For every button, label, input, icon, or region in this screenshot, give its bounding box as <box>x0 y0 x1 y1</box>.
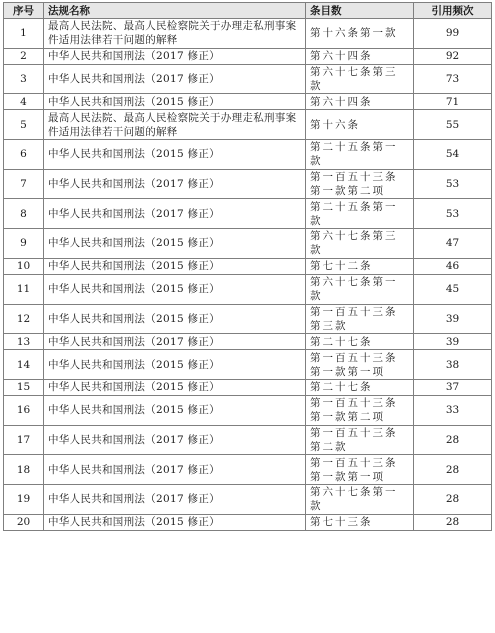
table-row <box>4 484 492 514</box>
law-name-cell: 中华人民共和国刑法（2017 修正） <box>44 334 306 350</box>
citation-count-cell: 47 <box>414 229 492 259</box>
table-row <box>4 229 492 259</box>
law-name-cell: 中华人民共和国刑法（2015 修正） <box>44 379 306 395</box>
law-name-cell: 中华人民共和国刑法（2017 修正） <box>44 199 306 229</box>
article-cell: 第二十五条第一款 <box>306 199 414 229</box>
row-index: 6 <box>4 140 44 170</box>
article-cell: 第二十五条第一款 <box>306 140 414 170</box>
row-index: 4 <box>4 94 44 110</box>
row-index: 10 <box>4 258 44 274</box>
article-cell: 第一百五十三条第一款第一项 <box>306 455 414 485</box>
table-row <box>4 169 492 199</box>
citation-count-cell: 39 <box>414 334 492 350</box>
table-row <box>4 350 492 380</box>
law-name-cell: 中华人民共和国刑法（2015 修正） <box>44 258 306 274</box>
table-row <box>4 514 492 530</box>
citation-count-cell: 38 <box>414 350 492 380</box>
citation-count-cell: 39 <box>414 304 492 334</box>
law-name-cell: 中华人民共和国刑法（2017 修正） <box>44 455 306 485</box>
table-row <box>4 19 492 49</box>
statute-citation-table <box>3 2 492 531</box>
law-name-cell: 中华人民共和国刑法（2015 修正） <box>44 514 306 530</box>
citation-count-cell: 45 <box>414 274 492 304</box>
row-index: 13 <box>4 334 44 350</box>
citation-count-cell: 28 <box>414 425 492 455</box>
citation-count-cell: 53 <box>414 199 492 229</box>
table-row <box>4 258 492 274</box>
citation-count-cell: 55 <box>414 110 492 140</box>
article-cell: 第一百五十三条第一款第二项 <box>306 169 414 199</box>
row-index: 1 <box>4 19 44 49</box>
article-cell: 第一百五十三条第一款第一项 <box>306 350 414 380</box>
law-name-cell: 中华人民共和国刑法（2015 修正） <box>44 304 306 334</box>
law-name-column-header: 法规名称 <box>44 3 306 19</box>
citation-count-cell: 99 <box>414 19 492 49</box>
citation-count-column-header: 引用频次 <box>414 3 492 19</box>
article-cell: 第六十四条 <box>306 48 414 64</box>
law-name-cell: 最高人民法院、最高人民检察院关于办理走私刑事案件适用法律若干问题的解释 <box>44 110 306 140</box>
law-name-cell: 中华人民共和国刑法（2015 修正） <box>44 140 306 170</box>
article-cell: 第二十七条 <box>306 379 414 395</box>
article-cell: 第十六条第一款 <box>306 19 414 49</box>
citation-count-cell: 28 <box>414 514 492 530</box>
row-index: 18 <box>4 455 44 485</box>
citation-count-cell: 37 <box>414 379 492 395</box>
row-index: 16 <box>4 395 44 425</box>
article-column-header: 条目数 <box>306 3 414 19</box>
row-index: 17 <box>4 425 44 455</box>
law-name-cell: 中华人民共和国刑法（2017 修正） <box>44 64 306 94</box>
citation-count-cell: 92 <box>414 48 492 64</box>
law-name-cell: 中华人民共和国刑法（2015 修正） <box>44 395 306 425</box>
citation-count-cell: 28 <box>414 455 492 485</box>
table-row <box>4 199 492 229</box>
table-row <box>4 379 492 395</box>
table-row <box>4 48 492 64</box>
table-row <box>4 64 492 94</box>
index-column-header: 序号 <box>4 3 44 19</box>
law-name-cell: 中华人民共和国刑法（2017 修正） <box>44 484 306 514</box>
law-name-cell: 中华人民共和国刑法（2015 修正） <box>44 229 306 259</box>
table-row <box>4 334 492 350</box>
row-index: 2 <box>4 48 44 64</box>
row-index: 20 <box>4 514 44 530</box>
row-index: 19 <box>4 484 44 514</box>
article-cell: 第十六条 <box>306 110 414 140</box>
citation-count-cell: 71 <box>414 94 492 110</box>
citation-count-cell: 53 <box>414 169 492 199</box>
row-index: 8 <box>4 199 44 229</box>
row-index: 14 <box>4 350 44 380</box>
law-name-cell: 中华人民共和国刑法（2015 修正） <box>44 350 306 380</box>
table-header-row <box>4 3 492 19</box>
citation-count-cell: 54 <box>414 140 492 170</box>
table-row <box>4 395 492 425</box>
law-name-cell: 中华人民共和国刑法（2017 修正） <box>44 425 306 455</box>
citation-count-cell: 46 <box>414 258 492 274</box>
row-index: 3 <box>4 64 44 94</box>
article-cell: 第二十七条 <box>306 334 414 350</box>
article-cell: 第一百五十三条第一款第二项 <box>306 395 414 425</box>
citation-count-cell: 73 <box>414 64 492 94</box>
law-name-cell: 中华人民共和国刑法（2017 修正） <box>44 169 306 199</box>
row-index: 12 <box>4 304 44 334</box>
article-cell: 第六十七条第三款 <box>306 64 414 94</box>
table-row <box>4 94 492 110</box>
table-row <box>4 110 492 140</box>
law-name-cell: 中华人民共和国刑法（2015 修正） <box>44 94 306 110</box>
row-index: 7 <box>4 169 44 199</box>
citation-count-cell: 33 <box>414 395 492 425</box>
law-name-cell: 最高人民法院、最高人民检察院关于办理走私刑事案件适用法律若干问题的解释 <box>44 19 306 49</box>
citation-count-cell: 28 <box>414 484 492 514</box>
row-index: 9 <box>4 229 44 259</box>
article-cell: 第七十三条 <box>306 514 414 530</box>
article-cell: 第六十七条第三款 <box>306 229 414 259</box>
table-row <box>4 304 492 334</box>
article-cell: 第六十七条第一款 <box>306 484 414 514</box>
article-cell: 第七十二条 <box>306 258 414 274</box>
article-cell: 第一百五十三条第三款 <box>306 304 414 334</box>
table-row <box>4 455 492 485</box>
row-index: 11 <box>4 274 44 304</box>
table-row <box>4 425 492 455</box>
row-index: 5 <box>4 110 44 140</box>
law-name-cell: 中华人民共和国刑法（2015 修正） <box>44 274 306 304</box>
row-index: 15 <box>4 379 44 395</box>
law-name-cell: 中华人民共和国刑法（2017 修正） <box>44 48 306 64</box>
article-cell: 第六十七条第一款 <box>306 274 414 304</box>
article-cell: 第六十四条 <box>306 94 414 110</box>
table-row <box>4 274 492 304</box>
article-cell: 第一百五十三条第二款 <box>306 425 414 455</box>
table-row <box>4 140 492 170</box>
